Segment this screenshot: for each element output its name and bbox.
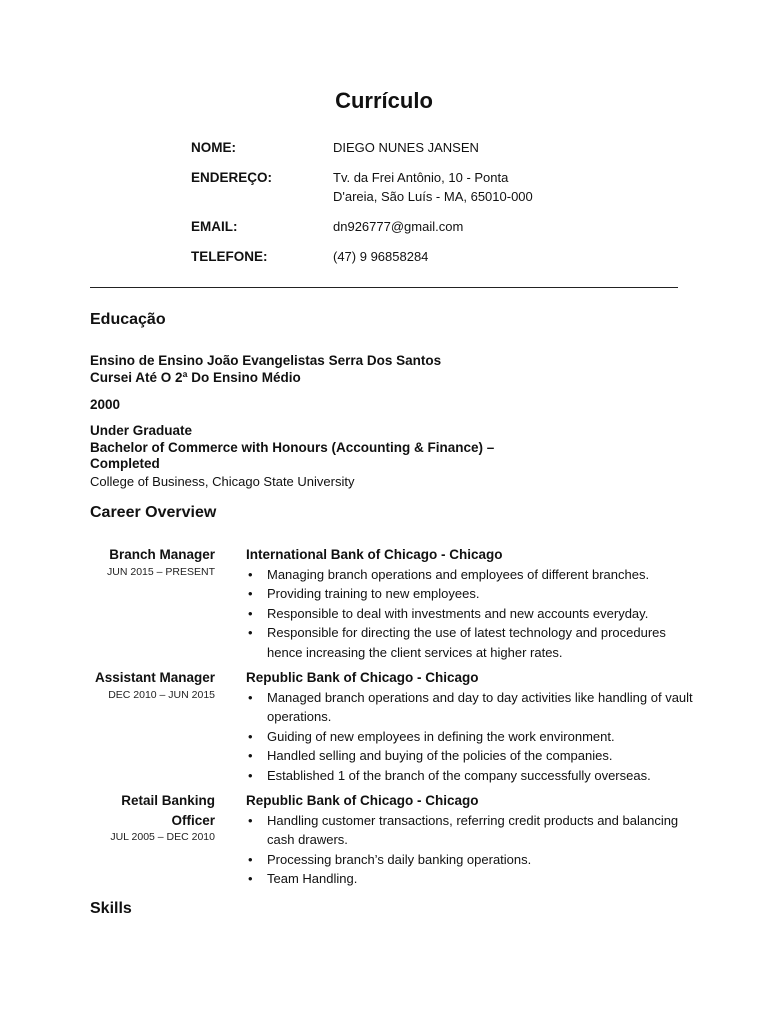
address-line-2: D'areia, São Luís - MA, 65010-000 [333, 189, 533, 204]
job-duties [246, 688, 696, 786]
personal-info [191, 138, 611, 277]
duty-text: Responsible for directing the use of latest technology and procedures hence increasing the client services at higher rates. [267, 625, 666, 660]
job-company: Republic Bank of Chicago - Chicago [246, 793, 479, 808]
bullet-icon: • [248, 586, 253, 601]
job-company: International Bank of Chicago - Chicago [246, 547, 503, 562]
name-row [191, 138, 611, 157]
job-duties [246, 565, 696, 663]
degree-status: Completed [90, 456, 160, 471]
duty-text: Handling customer transactions, referring credit products and balancing cash drawers. [267, 812, 679, 847]
duty-item [246, 623, 696, 662]
duty-text: Handled selling and buying of the policies of the companies. [267, 748, 613, 763]
email-value: dn926777@gmail.com [333, 219, 464, 234]
job-details [246, 545, 696, 662]
degree-institution: College of Business, Chicago State University [90, 473, 355, 489]
address-label: ENDEREÇO: [191, 170, 273, 185]
address-value [333, 168, 533, 206]
job-details [246, 668, 696, 785]
bullet-icon: • [248, 748, 253, 763]
bullet-icon: • [248, 871, 253, 886]
duty-item [246, 766, 696, 786]
job-title-line: Branch Manager [109, 547, 215, 562]
skills-heading: Skills [90, 900, 132, 917]
duty-item [246, 850, 696, 870]
career-section [0, 545, 768, 895]
job-details [246, 791, 696, 889]
duty-item [246, 811, 696, 850]
job-duties [246, 811, 696, 889]
duty-text: Responsible to deal with investments and new accounts everyday. [267, 605, 649, 621]
name-label: NOME: [191, 140, 236, 155]
duty-text: Established 1 of the branch of the company successfully overseas. [267, 767, 651, 783]
job-title-line: Retail Banking [121, 793, 215, 808]
job-title-line: Officer [171, 812, 215, 828]
job-entry [0, 791, 768, 889]
duty-text: Managed branch operations and day to day activities like handling of vault operations. [267, 689, 693, 724]
duty-text: Providing training to new employees. [267, 586, 480, 601]
duty-text: Processing branch’s daily banking operations. [267, 851, 532, 867]
job-entry [0, 545, 768, 662]
phone-label: TELEFONE: [191, 249, 268, 264]
email-row [191, 217, 611, 236]
duty-item [246, 746, 696, 766]
bullet-icon: • [248, 812, 253, 828]
duty-item [246, 688, 696, 727]
degree-name: Bachelor of Commerce with Honours (Accounting & Finance) – [90, 439, 495, 455]
address-line-1: Tv. da Frei Antônio, 10 - Ponta [333, 170, 509, 185]
job-meta [0, 545, 215, 662]
duty-item [246, 584, 696, 604]
bullet-icon: • [248, 566, 253, 582]
phone-value: (47) 9 96858284 [333, 249, 429, 264]
duty-item [246, 604, 696, 624]
bullet-icon: • [248, 851, 253, 867]
education-year: 2000 [90, 397, 121, 412]
document-title: Currículo [335, 88, 433, 113]
job-entry [0, 668, 768, 785]
bullet-icon: • [248, 625, 253, 640]
job-dates: JUN 2015 – PRESENT [107, 565, 215, 578]
duty-item [246, 869, 696, 889]
career-heading: Career Overview [90, 504, 217, 521]
duty-item [246, 565, 696, 585]
education-heading: Educação [90, 311, 166, 328]
degree-block [90, 423, 650, 473]
bullet-icon: • [248, 689, 253, 705]
job-meta [0, 791, 215, 889]
bullet-icon: • [248, 605, 253, 621]
education-section [90, 353, 650, 490]
job-company: Republic Bank of Chicago - Chicago [246, 670, 479, 685]
address-row [191, 168, 611, 206]
school-detail: Cursei Até O 2ª Do Ensino Médio [90, 369, 301, 385]
job-title-line: Assistant Manager [94, 670, 215, 685]
name-value: DIEGO NUNES JANSEN [333, 140, 479, 155]
duty-text: Team Handling. [267, 871, 358, 886]
bullet-icon: • [248, 728, 253, 744]
duty-text: Guiding of new employees in defining the work environment. [267, 728, 615, 744]
job-title [0, 791, 215, 830]
school-block [90, 353, 650, 386]
job-title [0, 668, 215, 688]
job-dates: DEC 2010 – JUN 2015 [108, 688, 215, 701]
degree-level: Under Graduate [90, 423, 193, 438]
phone-row [191, 247, 611, 266]
school-name: Ensino de Ensino João Evangelistas Serra Dos Santos [90, 353, 442, 368]
duty-text: Managing branch operations and employees of different branches. [267, 566, 650, 582]
bullet-icon: • [248, 767, 253, 783]
header-divider [90, 287, 678, 288]
job-dates: JUL 2005 – DEC 2010 [110, 831, 215, 843]
duty-item [246, 727, 696, 747]
job-meta [0, 668, 215, 785]
email-label: EMAIL: [191, 219, 238, 234]
job-title [0, 545, 215, 565]
